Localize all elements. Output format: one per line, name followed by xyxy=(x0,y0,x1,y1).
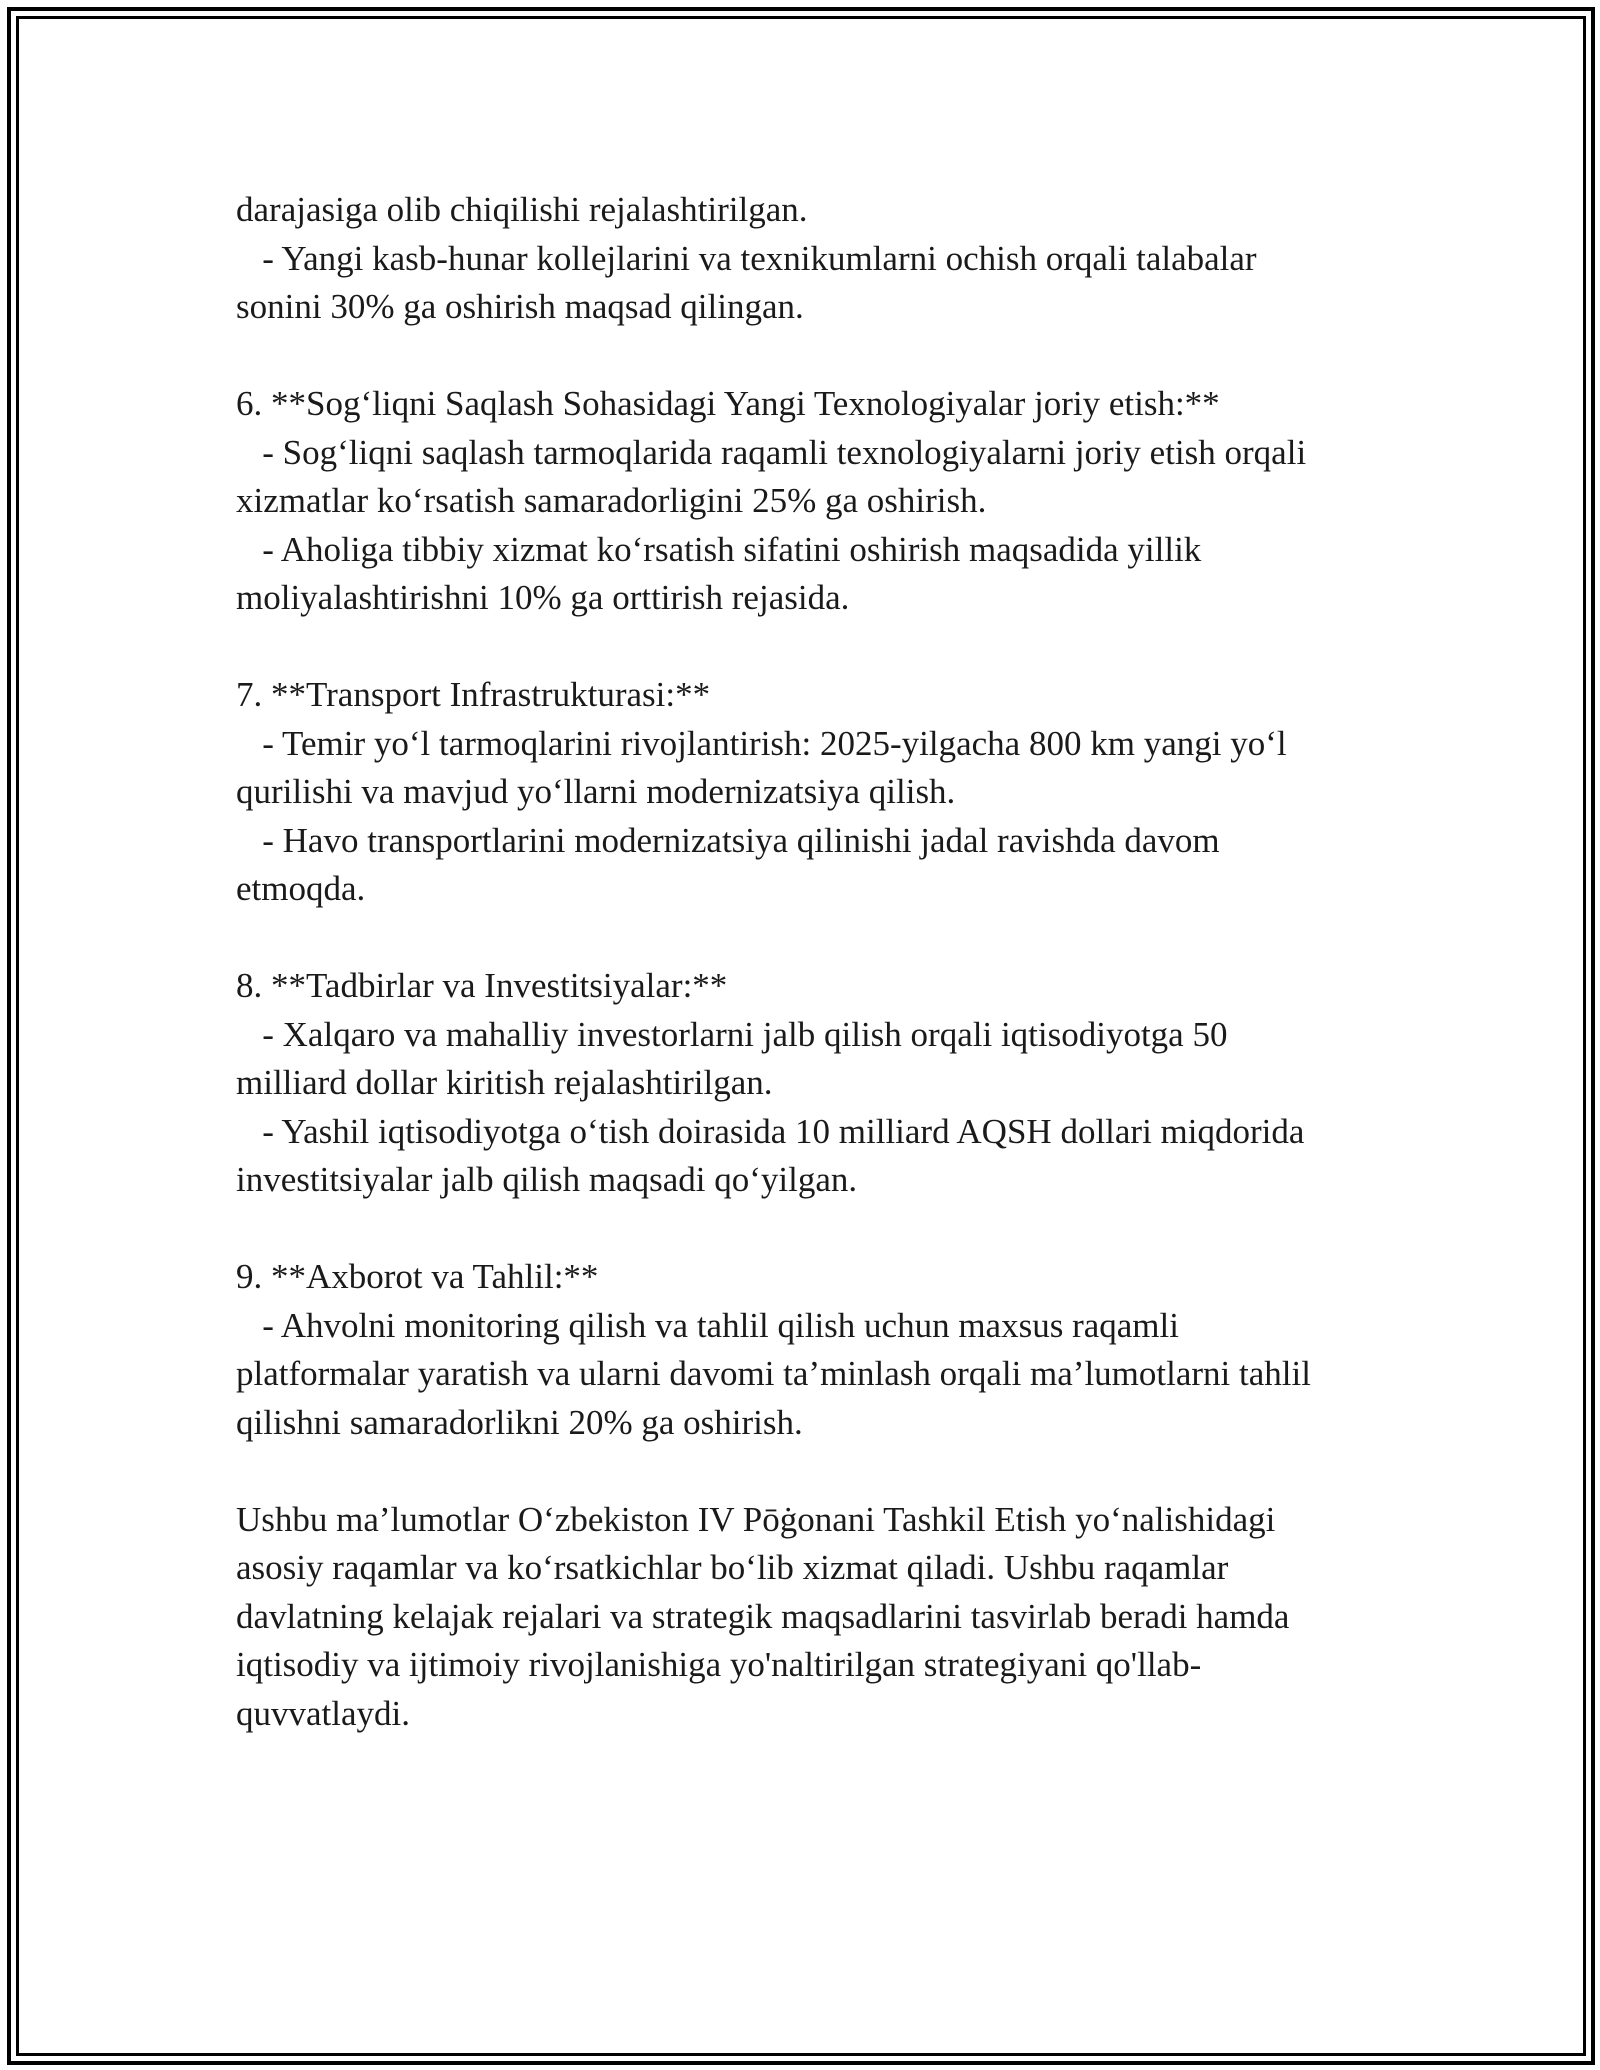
section-heading: 8. **Tadbirlar va Investitsiyalar:** xyxy=(236,966,728,1005)
text-line: iqtisodiy va ijtimoiy rivojlanishiga yo'naltirilgan strategiyani qo'llab- xyxy=(236,1645,1202,1684)
paragraph-gap xyxy=(236,914,1376,963)
text-line: qilishni samaradorlikni 20% ga oshirish. xyxy=(236,1402,803,1442)
text-line: darajasiga olib chiqilishi rejalashtirilgan. xyxy=(236,190,808,229)
text-line: - Yashil iqtisodiyotga o‘tish doirasida 10 milliard AQSH dollari miqdorida xyxy=(236,1111,1305,1151)
text-line: - Xalqaro va mahalliy investorlarni jalb qilish orqali iqtisodiyotga 50 xyxy=(236,1014,1228,1054)
text-line: Ushbu ma’lumotlar O‘zbekiston IV Pōġonani Tashkil Etish yo‘nalishidagi xyxy=(236,1499,1276,1539)
text-line: davlatning kelajak rejalari va strategik maqsadlarini tasvirlab beradi hamda xyxy=(236,1596,1290,1636)
text-line: - Havo transportlarini modernizatsiya qilinishi jadal ravishda davom xyxy=(236,820,1220,860)
text-line: - Aholiga tibbiy xizmat ko‘rsatish sifatini oshirish maqsadida yillik xyxy=(236,529,1202,569)
text-line: etmoqda. xyxy=(236,869,366,908)
text-line: quvvatlaydi. xyxy=(236,1693,410,1733)
paragraph-gap xyxy=(236,1447,1376,1496)
text-line: sonini 30% ga oshirish maqsad qilingan. xyxy=(236,287,804,326)
section-heading: 6. **Sog‘liqni Saqlash Sohasidagi Yangi Texnologiyalar joriy etish:** xyxy=(236,384,1220,423)
paragraph-gap xyxy=(236,623,1376,672)
text-line: - Ahvolni monitoring qilish va tahlil qilish uchun maxsus raqamli xyxy=(236,1305,1179,1345)
paragraph-gap xyxy=(236,1205,1376,1254)
text-line: - Temir yo‘l tarmoqlarini rivojlantirish: 2025-yilgacha 800 km yangi yo‘l xyxy=(236,723,1287,763)
text-line: asosiy raqamlar va ko‘rsatkichlar bo‘lib xizmat qiladi. Ushbu raqamlar xyxy=(236,1548,1229,1587)
document-body xyxy=(236,186,1376,1738)
paragraph-gap xyxy=(236,332,1376,381)
text-line: xizmatlar ko‘rsatish samaradorligini 25% ga oshirish. xyxy=(236,481,987,520)
section-heading: 9. **Axborot va Tahlil:** xyxy=(236,1257,599,1296)
text-line: investitsiyalar jalb qilish maqsadi qo‘yilgan. xyxy=(236,1160,858,1199)
section-heading: 7. **Transport Infrastrukturasi:** xyxy=(236,675,711,714)
text-line: moliyalashtirishni 10% ga orttirish rejasida. xyxy=(236,578,850,617)
text-line: - Sog‘liqni saqlash tarmoqlarida raqamli texnologiyalarni joriy etish orqali xyxy=(236,432,1307,472)
text-line: platformalar yaratish va ularni davomi ta’minlash orqali ma’lumotlarni tahlil xyxy=(236,1354,1311,1393)
text-line: milliard dollar kiritish rejalashtirilgan. xyxy=(236,1063,773,1102)
text-line: qurilishi va mavjud yo‘llarni modernizatsiya qilish. xyxy=(236,772,956,811)
text-line: - Yangi kasb-hunar kollejlarini va texnikumlarni ochish orqali talabalar xyxy=(236,238,1257,278)
